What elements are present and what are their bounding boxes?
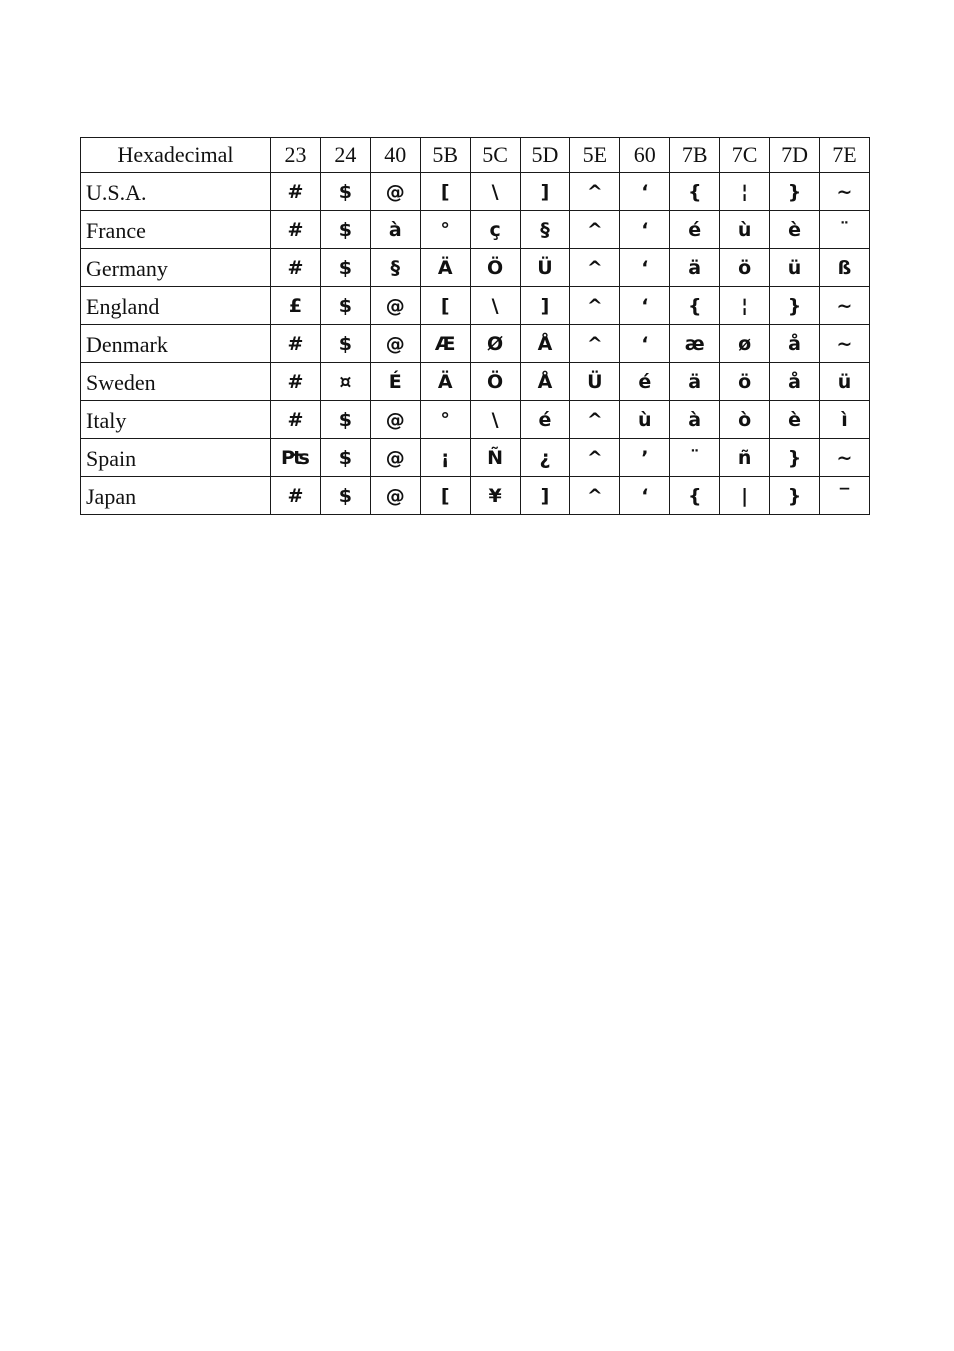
character-cell: ¤	[320, 363, 370, 401]
character-cell: [	[420, 173, 470, 211]
character-cell: Å	[520, 363, 570, 401]
country-name: Sweden	[81, 363, 271, 401]
character-cell: @	[370, 401, 420, 439]
table-row	[81, 477, 870, 515]
character-cell: $	[320, 211, 370, 249]
character-cell: ø	[720, 325, 770, 363]
character-cell: ~	[819, 439, 869, 477]
character-cell: $	[320, 325, 370, 363]
character-cell: Ä	[420, 363, 470, 401]
character-cell: ^	[570, 173, 620, 211]
character-cell: #	[271, 211, 321, 249]
character-cell: Ö	[470, 249, 520, 287]
character-cell: ^	[570, 401, 620, 439]
character-cell: }	[770, 439, 820, 477]
character-cell: è	[770, 211, 820, 249]
character-cell: $	[320, 249, 370, 287]
country-name: U.S.A.	[81, 173, 271, 211]
character-cell: é	[670, 211, 720, 249]
character-cell: ~	[819, 325, 869, 363]
character-cell: @	[370, 325, 420, 363]
character-cell: ü	[770, 249, 820, 287]
character-cell: ç	[470, 211, 520, 249]
character-cell: }	[770, 477, 820, 515]
country-name: Italy	[81, 401, 271, 439]
character-cell: ₧	[271, 439, 321, 477]
character-cell: §	[520, 211, 570, 249]
character-cell: è	[770, 401, 820, 439]
header-code: 5D	[520, 138, 570, 173]
character-cell: @	[370, 173, 420, 211]
character-cell: |	[720, 477, 770, 515]
character-cell: ù	[620, 401, 670, 439]
character-cell: ^	[570, 287, 620, 325]
character-cell: }	[770, 173, 820, 211]
character-cell: \	[470, 173, 520, 211]
character-cell: @	[370, 287, 420, 325]
character-cell: £	[271, 287, 321, 325]
character-cell: Ñ	[470, 439, 520, 477]
header-code: 7B	[670, 138, 720, 173]
character-cell: ]	[520, 287, 570, 325]
character-cell: ^	[570, 211, 620, 249]
character-cell: ‘	[620, 287, 670, 325]
character-cell: Å	[520, 325, 570, 363]
character-cell: ¦	[720, 287, 770, 325]
header-code: 23	[271, 138, 321, 173]
header-code: 5E	[570, 138, 620, 173]
character-cell: }	[770, 287, 820, 325]
character-cell: é	[520, 401, 570, 439]
character-cell: ‘	[620, 477, 670, 515]
character-cell: ]	[520, 477, 570, 515]
header-label: Hexadecimal	[81, 138, 271, 173]
character-cell: ¦	[720, 173, 770, 211]
character-cell: {	[670, 173, 720, 211]
character-cell: {	[670, 477, 720, 515]
international-charset-table	[80, 137, 870, 515]
country-name: Spain	[81, 439, 271, 477]
character-cell: [	[420, 287, 470, 325]
character-cell: @	[370, 439, 420, 477]
character-cell: ^	[570, 325, 620, 363]
header-code: 7E	[819, 138, 869, 173]
character-cell: ~	[819, 287, 869, 325]
character-cell: Ö	[470, 363, 520, 401]
character-cell: ì	[819, 401, 869, 439]
character-cell: ‘	[620, 249, 670, 287]
character-cell: ‘	[620, 173, 670, 211]
character-cell: ¨	[819, 211, 869, 249]
character-cell: å	[770, 363, 820, 401]
character-cell: ^	[570, 249, 620, 287]
character-cell: ö	[720, 249, 770, 287]
character-cell: É	[370, 363, 420, 401]
character-cell: é	[620, 363, 670, 401]
character-cell: à	[370, 211, 420, 249]
character-cell: ¡	[420, 439, 470, 477]
character-cell: #	[271, 173, 321, 211]
character-cell: $	[320, 173, 370, 211]
character-cell: ù	[720, 211, 770, 249]
character-cell: Ü	[570, 363, 620, 401]
character-cell: $	[320, 287, 370, 325]
table-row	[81, 363, 870, 401]
character-cell: §	[370, 249, 420, 287]
header-code: 7D	[770, 138, 820, 173]
character-cell: ¿	[520, 439, 570, 477]
character-cell: #	[271, 401, 321, 439]
character-cell: æ	[670, 325, 720, 363]
character-cell: #	[271, 249, 321, 287]
character-cell: ¥	[470, 477, 520, 515]
character-cell: ö	[720, 363, 770, 401]
character-cell: #	[271, 325, 321, 363]
character-cell: ñ	[720, 439, 770, 477]
character-cell: $	[320, 439, 370, 477]
character-cell: $	[320, 477, 370, 515]
country-name: Germany	[81, 249, 271, 287]
character-cell: #	[271, 363, 321, 401]
character-cell: ’	[620, 439, 670, 477]
character-cell: {	[670, 287, 720, 325]
header-code: 7C	[720, 138, 770, 173]
table-row	[81, 287, 870, 325]
country-name: England	[81, 287, 271, 325]
table-row	[81, 211, 870, 249]
header-code: 24	[320, 138, 370, 173]
character-cell: ^	[570, 439, 620, 477]
header-row	[81, 138, 870, 173]
header-code: 5B	[420, 138, 470, 173]
character-cell: ]	[520, 173, 570, 211]
character-cell: #	[271, 477, 321, 515]
table-body	[81, 173, 870, 515]
character-cell: Ø	[470, 325, 520, 363]
character-cell: ‘	[620, 211, 670, 249]
table-row	[81, 173, 870, 211]
character-cell: °	[420, 401, 470, 439]
table-row	[81, 401, 870, 439]
character-cell: ~	[819, 173, 869, 211]
character-cell: Ä	[420, 249, 470, 287]
character-cell: ^	[570, 477, 620, 515]
character-cell: Ü	[520, 249, 570, 287]
table-row	[81, 249, 870, 287]
character-cell: Æ	[420, 325, 470, 363]
table-row	[81, 325, 870, 363]
character-cell: $	[320, 401, 370, 439]
character-cell: à	[670, 401, 720, 439]
header-code: 60	[620, 138, 670, 173]
character-cell: ü	[819, 363, 869, 401]
character-cell: ‘	[620, 325, 670, 363]
character-cell: °	[420, 211, 470, 249]
character-cell: å	[770, 325, 820, 363]
character-cell: [	[420, 477, 470, 515]
character-cell: ß	[819, 249, 869, 287]
character-cell: ò	[720, 401, 770, 439]
country-name: France	[81, 211, 271, 249]
country-name: Denmark	[81, 325, 271, 363]
header-code: 40	[370, 138, 420, 173]
character-cell: \	[470, 401, 520, 439]
character-cell: ä	[670, 249, 720, 287]
character-cell: ‾	[819, 477, 869, 515]
table-row	[81, 439, 870, 477]
character-cell: @	[370, 477, 420, 515]
country-name: Japan	[81, 477, 271, 515]
header-code: 5C	[470, 138, 520, 173]
character-cell: ¨	[670, 439, 720, 477]
character-cell: ä	[670, 363, 720, 401]
character-cell: \	[470, 287, 520, 325]
